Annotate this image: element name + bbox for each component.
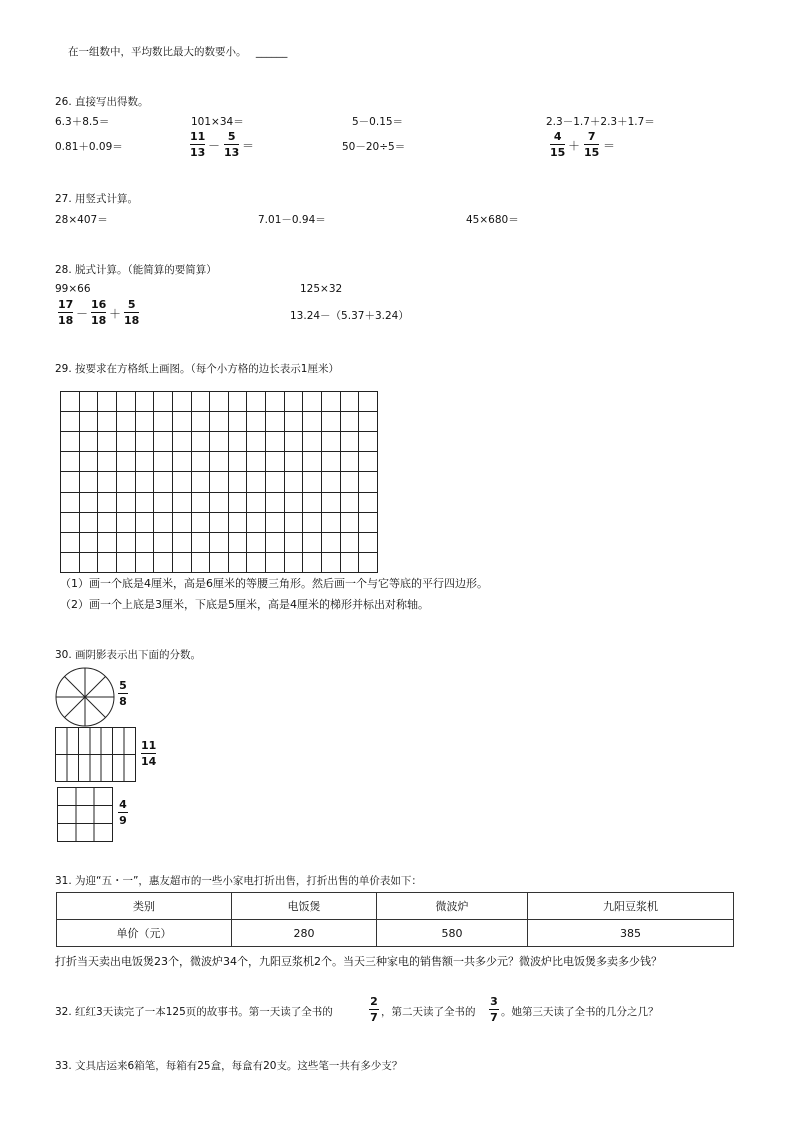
minus-sign: － bbox=[208, 139, 221, 153]
q31-title: 31. 为迎“五・一”，惠友超市的一些小家电打折出售，打折出售的单价表如下： bbox=[55, 875, 422, 887]
q30-title: 30. 画阴影表示出下面的分数。 bbox=[55, 649, 202, 661]
q30-fraction-4-9 bbox=[118, 798, 128, 827]
denominator: 13 bbox=[190, 146, 206, 159]
denominator: 18 bbox=[91, 314, 107, 327]
table-cell: 385 bbox=[528, 920, 734, 947]
denominator: 8 bbox=[119, 695, 127, 708]
numerator: 5 bbox=[227, 130, 236, 143]
q28-fraction-5-18 bbox=[124, 298, 139, 327]
q28-fraction-17-18 bbox=[58, 298, 73, 327]
table-header-row bbox=[57, 893, 734, 920]
q25-blank[interactable]: ______ bbox=[255, 46, 288, 58]
denominator: 18 bbox=[124, 314, 140, 327]
numerator: 16 bbox=[91, 298, 107, 311]
q26-item-2: 101×34＝ bbox=[191, 116, 244, 128]
q28-item-b: 125×32 bbox=[300, 283, 343, 295]
q28-fraction-16-18 bbox=[91, 298, 106, 327]
q26-item-3: 5－0.15＝ bbox=[352, 116, 404, 128]
q32-fraction-2-7 bbox=[369, 995, 379, 1024]
q29-title: 29. 按要求在方格纸上画图。（每个小方格的边长表示1厘米） bbox=[55, 363, 339, 375]
table-cell: 280 bbox=[232, 920, 377, 947]
q26-item-1: 6.3＋8.5＝ bbox=[55, 116, 110, 128]
numerator: 7 bbox=[587, 130, 596, 143]
numerator: 11 bbox=[190, 130, 206, 143]
q27-title: 27. 用竖式计算。 bbox=[55, 193, 139, 205]
q28-title: 28. 脱式计算。（能简算的要简算） bbox=[55, 264, 217, 276]
table-cell: 电饭煲 bbox=[232, 893, 377, 920]
q25-text bbox=[68, 44, 287, 59]
denominator: 13 bbox=[224, 146, 240, 159]
q31-question: 打折当天卖出电饭煲23个，微波炉34个，九阳豆浆机2个。当天三种家电的销售额一共多少元？微波炉比电饭煲多卖多少钱？ bbox=[55, 955, 662, 968]
q32-text-b: ，第二天读了全书的 bbox=[381, 1006, 476, 1018]
circle-eighths-figure[interactable] bbox=[54, 666, 116, 728]
numerator: 2 bbox=[370, 995, 378, 1008]
denominator: 15 bbox=[550, 146, 566, 159]
denominator: 14 bbox=[141, 755, 157, 768]
plus-sign: ＋ bbox=[109, 307, 122, 321]
q26-fraction-5-13 bbox=[224, 130, 239, 159]
q33-text: 33. 文具店运来6箱笔，每箱有25盒，每盒有20支。这些笔一共有多少支？ bbox=[55, 1060, 403, 1072]
q28-item-d: 13.24－（5.37＋3.24） bbox=[290, 310, 409, 322]
minus-sign: － bbox=[76, 307, 89, 321]
q26-fraction-4-15 bbox=[550, 130, 565, 159]
numerator: 3 bbox=[490, 995, 498, 1008]
denominator: 18 bbox=[58, 314, 74, 327]
numerator: 5 bbox=[127, 298, 136, 311]
q26-title: 26. 直接写出得数。 bbox=[55, 96, 149, 108]
price-table bbox=[56, 892, 734, 947]
table-cell: 九阳豆浆机 bbox=[528, 893, 734, 920]
equals-sign: ＝ bbox=[603, 139, 616, 153]
numerator: 11 bbox=[141, 739, 157, 752]
q28-item-a: 99×66 bbox=[55, 283, 91, 295]
numerator: 17 bbox=[58, 298, 74, 311]
table-row bbox=[57, 920, 734, 947]
q27-item-1: 28×407＝ bbox=[55, 214, 108, 226]
q29-part-1: （1）画一个底是4厘米，高是6厘米的等腰三角形。然后画一个与它等底的平行四边形。 bbox=[60, 577, 488, 590]
q26-item-7: 50－20÷5＝ bbox=[342, 141, 406, 153]
q30-fraction-11-14 bbox=[141, 739, 156, 768]
denominator: 15 bbox=[584, 146, 600, 159]
q26-item-5: 0.81＋0.09＝ bbox=[55, 141, 123, 153]
denominator: 7 bbox=[490, 1011, 498, 1024]
table-cell: 微波炉 bbox=[377, 893, 528, 920]
q29-part-2: （2）画一个上底是3厘米，下底是5厘米，高是4厘米的梯形并标出对称轴。 bbox=[60, 598, 429, 611]
equals-sign: ＝ bbox=[242, 139, 255, 153]
q26-item-4: 2.3－1.7＋2.3＋1.7＝ bbox=[546, 116, 655, 128]
q30-fraction-5-8 bbox=[118, 679, 128, 708]
q32-text-a: 32. 红红3天读完了一本125页的故事书。第一天读了全书的 bbox=[55, 1006, 333, 1018]
table-cell: 580 bbox=[377, 920, 528, 947]
q26-fraction-7-15 bbox=[584, 130, 599, 159]
q26-fraction-11-13 bbox=[190, 130, 205, 159]
square-9-parts-figure[interactable] bbox=[57, 787, 113, 842]
q25-statement: 在一组数中，平均数比最大的数要小。 bbox=[68, 46, 247, 58]
graph-paper-grid[interactable] bbox=[60, 391, 378, 573]
q27-item-2: 7.01－0.94＝ bbox=[258, 214, 326, 226]
numerator: 4 bbox=[119, 798, 127, 811]
rectangle-14-parts-figure[interactable] bbox=[55, 727, 136, 782]
numerator: 5 bbox=[119, 679, 127, 692]
denominator: 7 bbox=[370, 1011, 378, 1024]
q27-item-3: 45×680＝ bbox=[466, 214, 519, 226]
table-cell: 类别 bbox=[57, 893, 232, 920]
plus-sign: ＋ bbox=[568, 139, 581, 153]
table-cell: 单价（元） bbox=[57, 920, 232, 947]
q32-text-c: 。她第三天读了全书的几分之几？ bbox=[501, 1006, 659, 1018]
numerator: 4 bbox=[553, 130, 562, 143]
denominator: 9 bbox=[119, 814, 127, 827]
q32-fraction-3-7 bbox=[489, 995, 499, 1024]
